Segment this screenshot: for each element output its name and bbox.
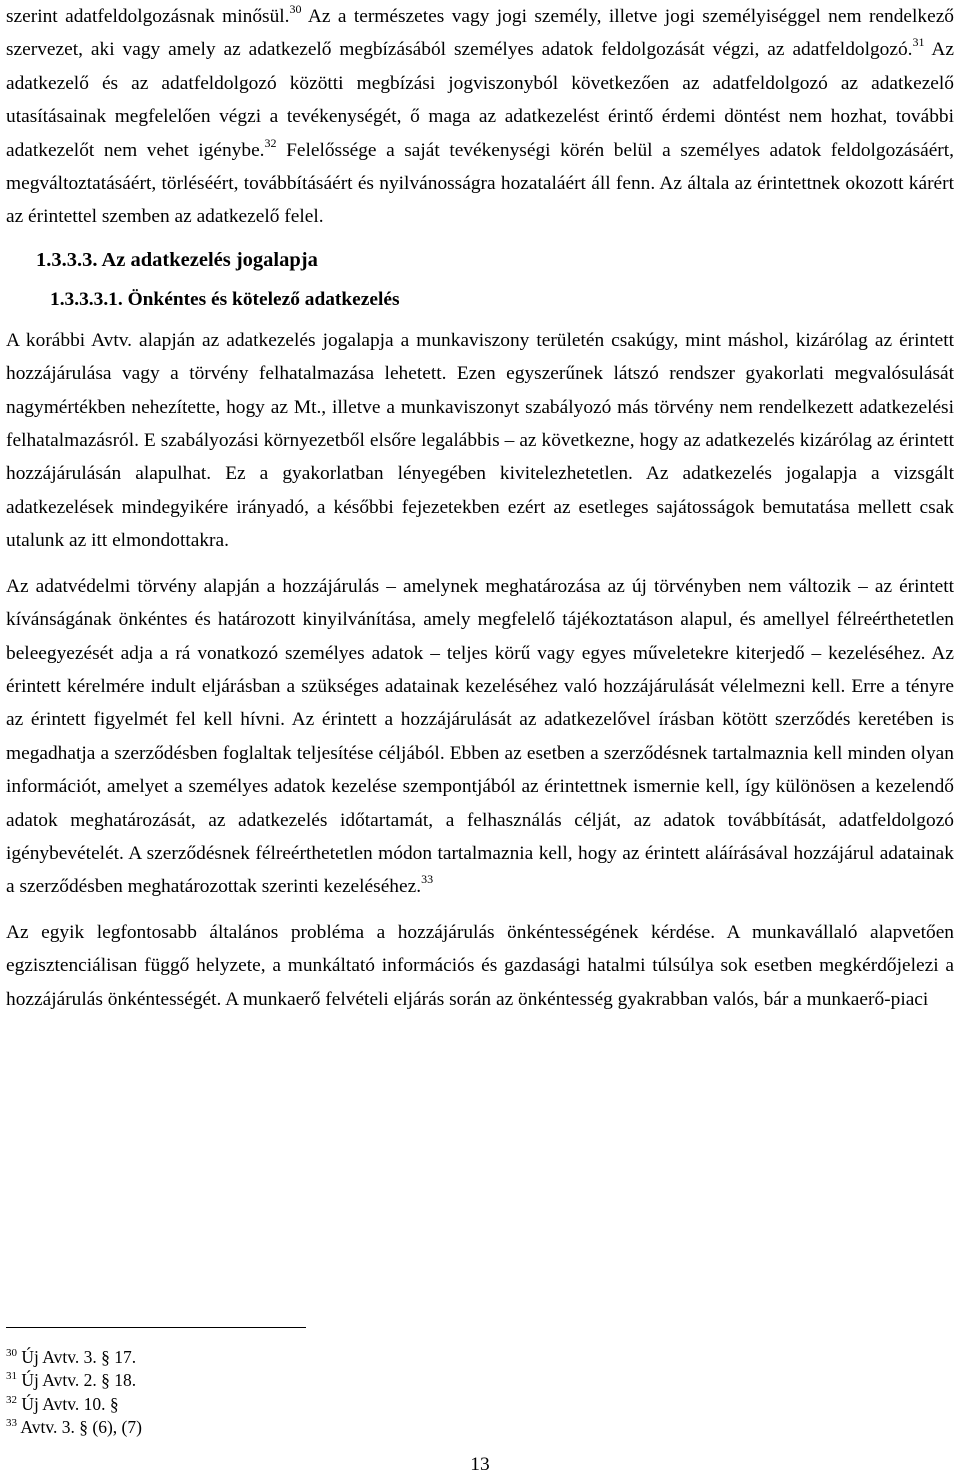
footnote-number: 32 — [6, 1393, 17, 1406]
footnote-text: Új Avtv. 3. § 17. — [21, 1347, 137, 1367]
footnote-ref-31[interactable]: 31 — [912, 35, 925, 50]
paragraph: Az egyik legfontosabb általános probléma a hozzájárulás önkéntességének kérdése. A munkavállaló alapvetően egzisztenciálisan függő helyzete, a munkáltató információs és gazdasági hatalmi túlsúlya sok esetben megkérdőjelezi a hozzájárulás önkéntességét. A munkaerő felvételi eljárás során az önkéntesség gyakrabban valós, bár a munkaerő-piaci — [6, 921, 954, 1010]
footnote-number: 33 — [6, 1416, 17, 1429]
page-body — [6, 0, 954, 1016]
footnote — [6, 1393, 406, 1416]
footnote-ref-30[interactable]: 30 — [289, 2, 302, 16]
footnote-separator — [6, 1327, 306, 1328]
footnote-ref-33[interactable]: 33 — [421, 872, 434, 887]
paragraph-text: Az adatkezelő és az adatfeldolgozó közötti megbízási jogviszonyból következően az adatfeldolgozó az adatkezelő utasításainak megfelelően végzi a tevékenységét, ő maga az adatkezelést érintő érdemi döntést nem hozhat, további adatkezelőt nem vehet igénybe. — [6, 39, 954, 161]
section-heading: 1.3.3.3. Az adatkezelés jogalapja — [36, 248, 318, 271]
footnote-text: Új Avtv. 2. § 18. — [21, 1370, 137, 1391]
paragraph-text: Felelőssége a saját tevékenységi körén belül a személyes adatok feldolgozásáért, megváltoztatásáért, törléséért, továbbításáért és nyilvánosságra hozataláért áll fenn. Az általa az érintettnek okozott kárért az érintettel szemben az adatkezelő felel. — [6, 139, 954, 228]
paragraph: A korábbi Avtv. alapján az adatkezelés jogalapja a munkaviszony területén csakúgy, mint máshol, kizárólag az érintett hozzájárulása vagy a törvény felhatalmazása lehetett. Ezen egyszerűnek látszó rendszer gyakorlati megvalósulását nagymértékben nehezítette, hogy az Mt., illetve a munkaviszonyt szabályozó más törvény nem rendelkezett adatkezelési felhatalmazásról. E szabályozási környezetből elsőre legalábbis – az következne, hogy az adatkezelés kizárólag az érintett hozzájárulásán alapulhat. Ez a gyakorlatban lényegében kivitelezhetetlen. Az adatkezelés jogalapja a vizsgált adatkezelések mindegyikére irányadó, a későbbi fejezetekben ezért az esetleges sajátosságok bemutatása mellett csak utalunk az itt elmondottakra. — [6, 329, 954, 552]
footnote-ref-32[interactable]: 32 — [264, 135, 277, 150]
subsection-heading: 1.3.3.3.1. Önkéntes és kötelező adatkezelés — [50, 288, 400, 310]
footnote-text: Új Avtv. 10. § — [21, 1393, 119, 1414]
footnote — [6, 1416, 406, 1439]
paragraph-text: szerint adatfeldolgozásnak minősül. — [6, 6, 290, 27]
page-number: 13 — [470, 1454, 490, 1475]
paragraph-continued — [6, 0, 954, 234]
paragraph — [6, 570, 954, 904]
paragraph-text: Az a természetes vagy jogi személy, illetve jogi személyiséggel nem rendelkező szervezet, aki vagy amely az adatkezelő megbízásából személyes adatok feldolgozását végzi, az adatfeldolgozó. — [6, 6, 954, 61]
footnotes — [6, 1346, 406, 1439]
footnote — [6, 1369, 406, 1392]
footnote-number: 30 — [6, 1347, 17, 1359]
footnote-number: 31 — [6, 1370, 17, 1383]
footnote — [6, 1346, 406, 1369]
paragraph-text: Az adatvédelmi törvény alapján a hozzájárulás – amelynek meghatározása az új törvényben nem változik – az érintett kívánságának önkéntes és határozott kinyilvánítása, amely megfelelő tájékoztatáson alapul, és amellyel félreérthetetlen beleegyezését adja a rá vonatkozó személyes adatok – teljes körű vagy egyes műveletekre kiterjedő – kezeléséhez. Az érintett kérelmére indult eljárásban a szükséges adatainak kezeléséhez való hozzájárulását vélelmezni kell. Erre a tényre az érintett figyelmét fel kell hívni. Az érintett a hozzájárulását az adatkezelővel írásban kötött szerződés keretében is megadhatja a szerződésben foglaltak teljesítése céljából. Ebben az esetben a szerződésnek tartalmaznia kell minden olyan információt, amelyet a személyes adatok kezelése szempontjából az érintettnek ismernie kell, így különösen a kezelendő adatok meghatározását, az adatkezelés időtartamát, a felhasználás célját, az adatok továbbítását, adatfeldolgozó igénybevételét. A szerződésnek félreérthetetlen módon tartalmaznia kell, hogy az érintett aláírásával hozzájárul adatainak a szerződésben meghatározottak szerinti kezeléséhez. — [6, 575, 954, 898]
footnote-text: Avtv. 3. § (6), (7) — [20, 1416, 142, 1437]
